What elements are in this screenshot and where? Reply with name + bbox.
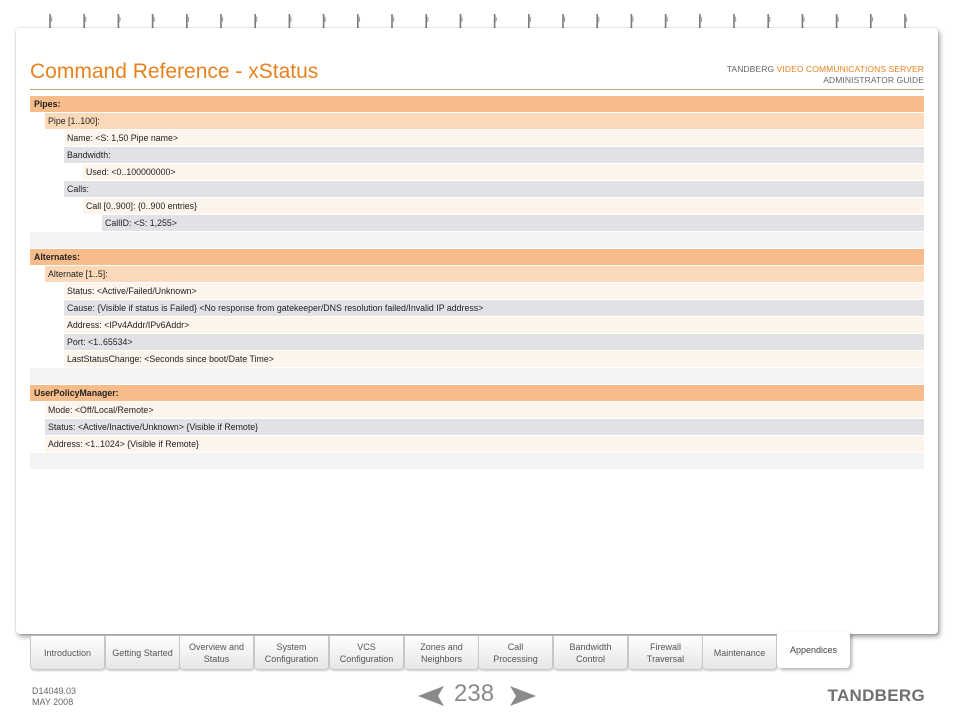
right-arrow-icon[interactable] [510, 686, 536, 706]
brand-header [727, 64, 924, 86]
tab-maintenance[interactable] [702, 636, 777, 670]
tab-overview-and-status[interactable] [179, 636, 254, 670]
row-text: Status: <Active/Inactive/Unknown> {Visible if Remote} [48, 422, 259, 432]
tab-label: Zones and Neighbors [420, 641, 463, 664]
tab-firewall-traversal[interactable] [628, 636, 703, 670]
row-text: Status: <Active/Failed/Unknown> [67, 286, 197, 296]
section-title: Alternates: [34, 252, 80, 262]
table-row [30, 266, 924, 282]
row-text: Address: <IPv4Addr/IPv6Addr> [67, 320, 190, 330]
table-row [30, 436, 924, 452]
row-background [45, 402, 924, 418]
page-number: 238 [454, 680, 495, 707]
tab-label: Firewall Traversal [646, 641, 685, 664]
tab-zones-and-neighbors[interactable] [404, 636, 479, 670]
table-row [30, 198, 924, 214]
doc-date: MAY 2008 [32, 697, 74, 707]
spacer-row [30, 368, 924, 384]
row-background [64, 181, 924, 197]
tab-label: Introduction [43, 647, 92, 658]
table-row [30, 164, 924, 180]
brand-prefix: TANDBERG [726, 64, 777, 74]
tab-label: Overview and Status [188, 641, 245, 664]
row-text: Pipe [1..100]: [48, 116, 100, 126]
table-row [30, 402, 924, 418]
tab-appendices[interactable] [777, 632, 850, 668]
brand-product: VIDEO COMMUNICATIONS SERVER [776, 64, 924, 74]
row-text: Address: <1..1024> {Visible if Remote} [48, 439, 199, 449]
document-id [32, 686, 76, 708]
tab-label: Getting Started [112, 647, 173, 658]
command-table [30, 96, 924, 470]
tab-label: System Configuration [264, 641, 319, 664]
table-row [30, 113, 924, 129]
page-title: Command Reference - xStatus [30, 60, 319, 83]
section-header [30, 96, 924, 112]
table-row [30, 317, 924, 333]
row-text: Call [0..900]: {0..900 entries} [86, 201, 198, 211]
doc-number: D14049.03 [32, 686, 77, 696]
row-text: CallID: <S: 1,255> [105, 218, 177, 228]
tab-label: Maintenance [713, 647, 766, 658]
row-text: Bandwidth: [67, 150, 111, 160]
row-text: Port: <1..65534> [67, 337, 133, 347]
row-text: Mode: <Off/Local/Remote> [48, 405, 154, 415]
table-row [30, 181, 924, 197]
row-background [83, 198, 924, 214]
spacer-row [30, 453, 924, 469]
section-header [30, 249, 924, 265]
tab-bandwidth-control[interactable] [553, 636, 628, 670]
left-arrow-icon[interactable] [418, 686, 444, 706]
title-divider [30, 89, 924, 90]
table-row [30, 334, 924, 350]
row-text: Name: <S: 1,50 Pipe name> [67, 133, 179, 143]
section-title: Pipes: [34, 99, 61, 109]
table-row [30, 130, 924, 146]
spacer-row [30, 232, 924, 248]
page-navigator [418, 680, 538, 710]
table-row [30, 215, 924, 231]
section-title: UserPolicyManager: [34, 388, 119, 398]
table-row [30, 300, 924, 316]
row-background [64, 317, 924, 333]
table-row [30, 147, 924, 163]
brand-line [727, 64, 924, 75]
row-text: Used: <0..100000000> [86, 167, 176, 177]
table-row [30, 283, 924, 299]
section-header [30, 385, 924, 401]
row-text: LastStatusChange: <Seconds since boot/Date Time> [67, 354, 274, 364]
table-row [30, 419, 924, 435]
tab-system-configuration[interactable] [254, 636, 329, 670]
tab-getting-started[interactable] [105, 636, 180, 670]
tandberg-logo: TANDBERG [827, 686, 925, 705]
tab-label: Appendices [789, 645, 838, 655]
row-background [64, 334, 924, 350]
tab-call-processing[interactable] [478, 636, 553, 670]
tab-label: Call Processing [493, 641, 538, 664]
page-card [16, 28, 938, 634]
row-background [64, 130, 924, 146]
row-background [45, 113, 924, 129]
tab-introduction[interactable] [30, 636, 105, 670]
guide-name: ADMINISTRATOR GUIDE [823, 75, 924, 85]
row-text: Alternate [1..5]: [48, 269, 108, 279]
tab-vcs-configuration[interactable] [329, 636, 404, 670]
row-text: Calls: [67, 184, 89, 194]
row-background [64, 147, 924, 163]
row-background [45, 266, 924, 282]
row-background [83, 164, 924, 180]
tab-label: Bandwidth Control [569, 641, 612, 664]
row-background [102, 215, 924, 231]
tab-label: VCS Configuration [339, 641, 394, 664]
row-text: Cause: {Visible if status is Failed} <No response from gatekeeper/DNS resolution failed/Invalid IP address> [67, 303, 484, 313]
table-row [30, 351, 924, 367]
